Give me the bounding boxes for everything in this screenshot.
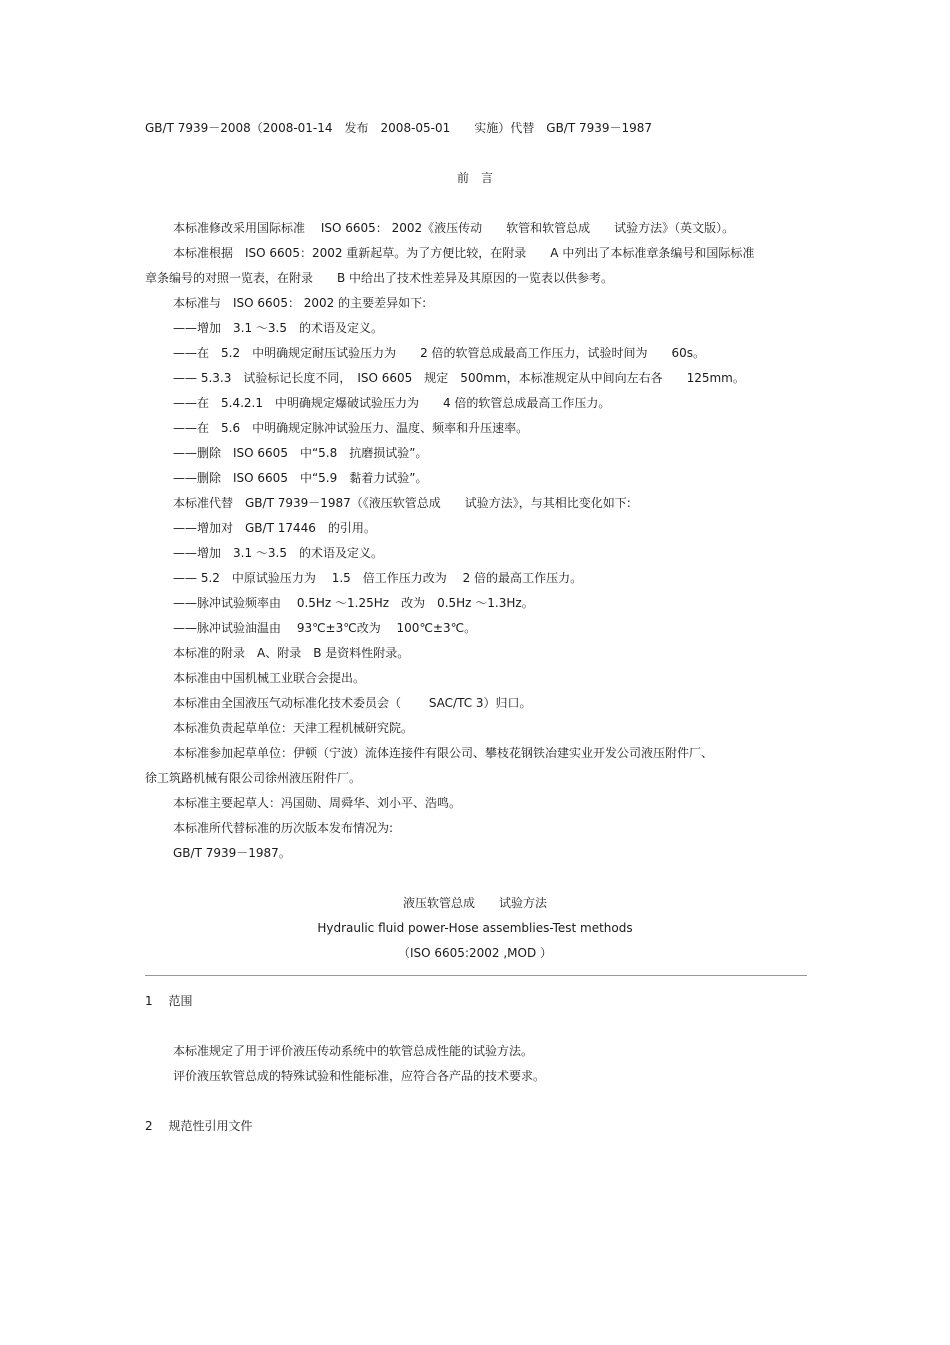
section-1-paragraph: 评价液压软管总成的特殊试验和性能标准，应符合各产品的技术要求。 — [173, 1069, 546, 1083]
document-title: 液压软管总成 试验方法 — [402, 896, 547, 910]
difference-item: ——在 5.4.2.1 中明确规定爆破试验压力为 4 倍的软管总成最高工作压力。 — [173, 396, 611, 410]
difference-item: ——在 5.6 中明确规定脉冲试验压力、温度、频率和升压速率。 — [173, 421, 529, 435]
change-item: ——脉冲试验频率由 0.5Hz ～1.25Hz 改为 0.5Hz ～1.3Hz。 — [173, 596, 534, 610]
standard-header-line: GB/T 7939－2008（2008-01-14 发布 2008-05-01 实施）代替 GB/T 7939－1987 — [145, 121, 653, 135]
change-item: ——增加对 GB/T 17446 的引用。 — [173, 521, 376, 535]
foreword-paragraph: GB/T 7939－1987。 — [173, 846, 291, 860]
foreword-paragraph: 本标准由全国液压气动标准化技术委员会（ SAC/TC 3）归口。 — [173, 696, 532, 710]
foreword-paragraph: 本标准主要起草人：冯国勋、周舜华、刘小平、浩鸣。 — [173, 796, 462, 810]
document-title-english: Hydraulic fluid power-Hose assemblies-Test methods — [317, 921, 633, 935]
title-divider — [145, 975, 807, 976]
difference-item: ——在 5.2 中明确规定耐压试验压力为 2 倍的软管总成最高工作压力，试验时间为 60s。 — [173, 346, 706, 360]
change-item: ——脉冲试验油温由 93℃±3℃改为 100℃±3℃。 — [173, 621, 477, 635]
foreword-paragraph: 本标准所代替标准的历次版本发布情况为: — [173, 821, 394, 835]
foreword-paragraph: 本标准的附录 A、附录 B 是资料性附录。 — [173, 646, 410, 660]
foreword-paragraph: 本标准与 ISO 6605： 2002 的主要差异如下: — [173, 296, 427, 310]
difference-item: —— 5.3.3 试验标记长度不同， ISO 6605 规定 500mm，本标准规定从中间向左右各 125mm。 — [173, 371, 745, 385]
section-1-paragraph: 本标准规定了用于评价液压传动系统中的软管总成性能的试验方法。 — [173, 1044, 534, 1058]
foreword-paragraph: 本标准代替 GB/T 7939－1987（《液压软管总成 试验方法》，与其相比变化如下: — [173, 496, 631, 510]
foreword-paragraph: 本标准负责起草单位：天津工程机械研究院。 — [173, 721, 414, 735]
difference-item: ——删除 ISO 6605 中“5.9 黏着力试验”。 — [173, 471, 428, 485]
change-item: —— 5.2 中原试验压力为 1.5 倍工作压力改为 2 倍的最高工作压力。 — [173, 571, 583, 585]
foreword-paragraph-continuation: 章条编号的对照一览表，在附录 B 中给出了技术性差异及其原因的一览表以供参考。 — [145, 271, 614, 285]
change-item: ——增加 3.1 ～3.5 的术语及定义。 — [173, 546, 383, 560]
difference-item: ——增加 3.1 ～3.5 的术语及定义。 — [173, 321, 383, 335]
foreword-title: 前 言 — [456, 171, 493, 185]
foreword-paragraph: 本标准修改采用国际标准 ISO 6605： 2002《液压传动 软管和软管总成 试验方法》（英文版）。 — [173, 221, 735, 235]
foreword-paragraph: 本标准参加起草单位：伊顿（宁波）流体连接件有限公司、攀枝花钢铁冶建实业开发公司液压附件厂、 — [173, 746, 714, 760]
document-title-iso-reference: （ISO 6605:2002 ,MOD ） — [397, 946, 553, 960]
foreword-paragraph-continuation: 徐工筑路机械有限公司徐州液压附件厂。 — [145, 771, 362, 785]
difference-item: ——删除 ISO 6605 中“5.8 抗磨损试验”。 — [173, 446, 428, 460]
section-2-heading: 2 规范性引用文件 — [145, 1119, 253, 1133]
foreword-paragraph: 本标准根据 ISO 6605：2002 重新起草。为了方便比较，在附录 A 中列出了本标准章条编号和国际标准 — [173, 246, 755, 260]
foreword-paragraph: 本标准由中国机械工业联合会提出。 — [173, 671, 366, 685]
section-1-heading: 1 范围 — [145, 994, 193, 1008]
